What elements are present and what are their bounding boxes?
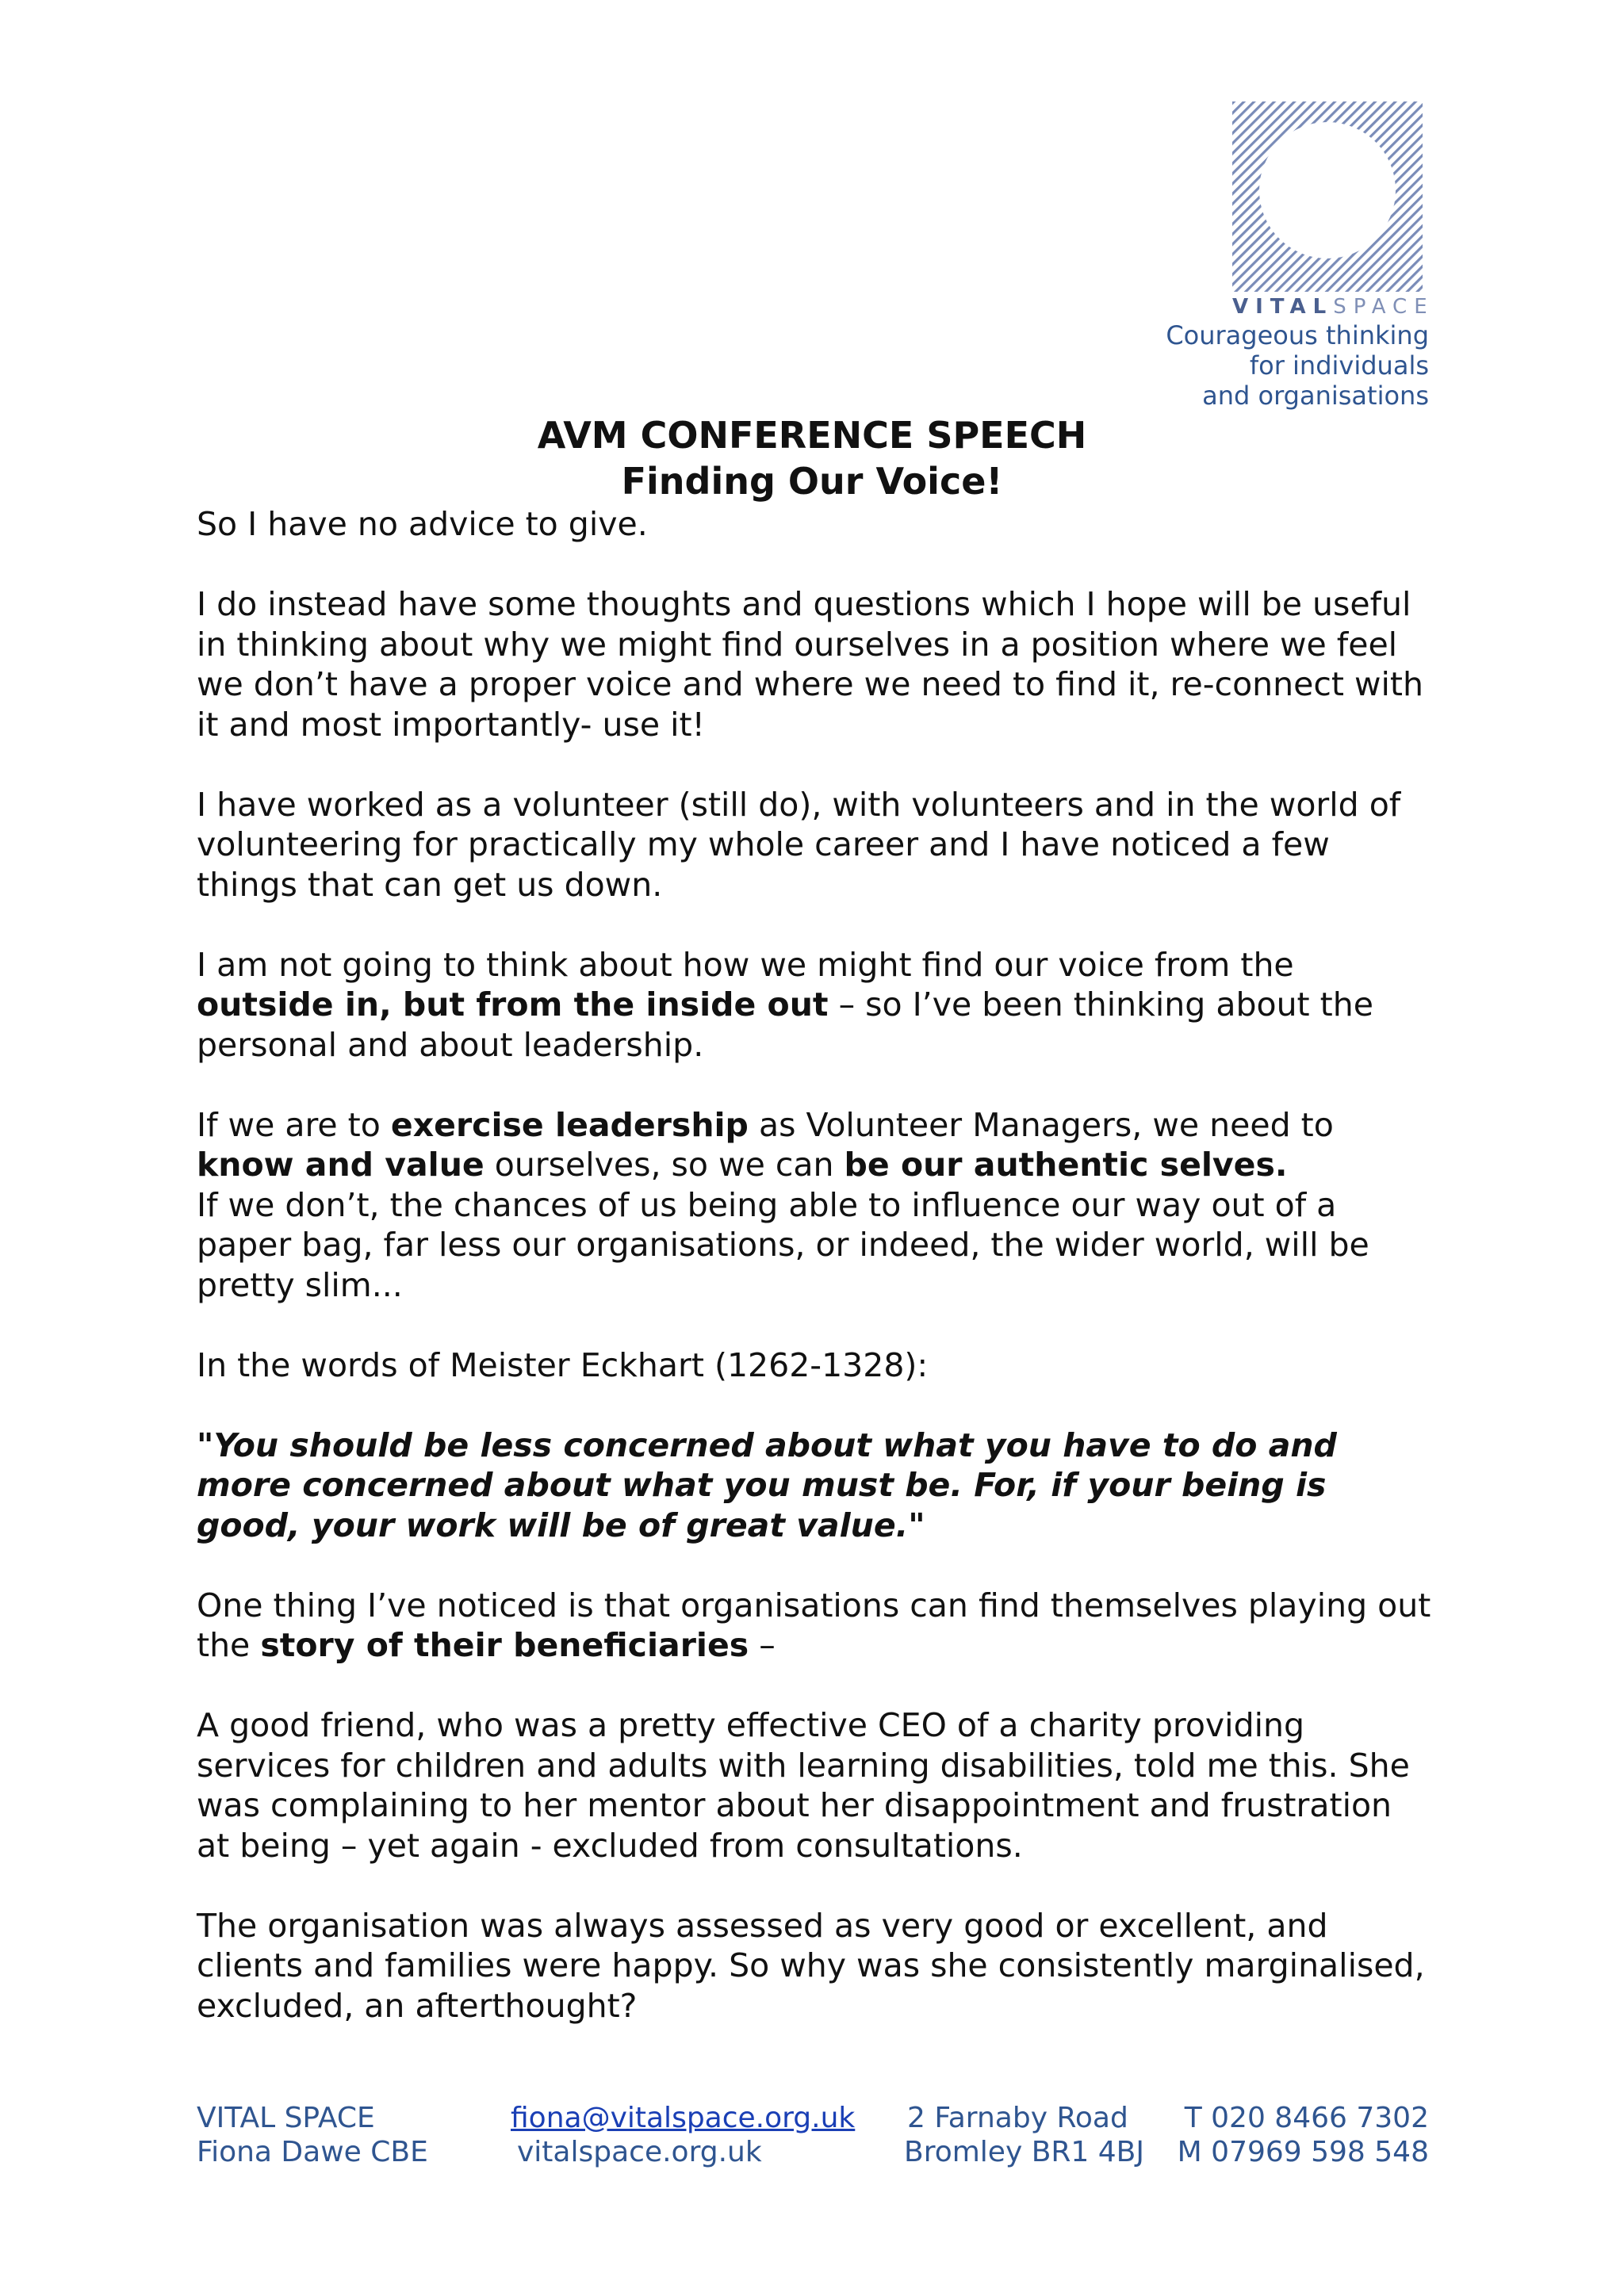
footer-address-line-2: Bromley BR1 4BJ	[904, 2136, 1144, 2168]
logo-wordmark: VITALSPACE	[1232, 295, 1434, 319]
footer-telephone: T 020 8466 7302	[1184, 2102, 1429, 2134]
vital-space-logo-mark	[1232, 101, 1423, 292]
tagline	[1166, 320, 1429, 411]
paragraph-8: One thing I’ve noticed is that organisations can find themselves playing out the story of their beneficiaries –	[197, 1586, 1431, 1664]
emphasis-authentic-selves: be our authentic selves.	[844, 1146, 1288, 1184]
footer-email-link[interactable]: fiona@vitalspace.org.uk	[511, 2102, 856, 2134]
paragraph-3: I have worked as a volunteer (still do), with volunteers and in the world of volunteering for practically my whole career and I have noticed a few things that can get us down.	[197, 785, 1401, 904]
document-title: AVM CONFERENCE SPEECH	[537, 414, 1087, 457]
footer-org-column	[197, 2101, 428, 2169]
emphasis-inside-out: outside in, but from the inside out	[197, 985, 829, 1024]
footer-website: vitalspace.org.uk	[517, 2136, 762, 2168]
tagline-line-3: and organisations	[1202, 381, 1429, 411]
footer-person-name: Fiona Dawe CBE	[197, 2136, 428, 2168]
paragraph-1: So I have no advice to give.	[197, 505, 648, 543]
emphasis-exercise-leadership: exercise leadership	[390, 1105, 749, 1144]
paragraph-4: I am not going to think about how we might find our voice from the outside in, but from the inside out – so I’ve been thinking about the personal and about leadership.	[197, 945, 1373, 1064]
paragraph-9: A good friend, who was a pretty effective CEO of a charity providing services for children and adults with learning disabilities, told me this. She was complaining to her mentor about her disappointment and frustration at being – yet again - excluded from consultations.	[197, 1706, 1410, 1865]
emphasis-know-and-value: know and value	[197, 1146, 485, 1184]
footer-contact-column	[511, 2101, 855, 2169]
footer-mobile: M 07969 598 548	[1177, 2136, 1429, 2168]
speech-body	[197, 504, 1434, 2066]
paragraph-5: If we are to exercise leadership as Volunteer Managers, we need to know and value ourselves, so we can be our authentic selves.	[197, 1105, 1334, 1184]
emphasis-story-of-beneficiaries: story of their beneficiaries	[260, 1626, 749, 1664]
page-footer	[0, 2101, 1624, 2172]
vital-space-logo	[1232, 101, 1434, 319]
footer-org-name: VITAL SPACE	[197, 2102, 375, 2134]
tagline-line-2: for individuals	[1249, 350, 1429, 381]
footer-address-column	[904, 2101, 1144, 2169]
paragraph-10: The organisation was always assessed as very good or excellent, and clients and families were happy. So why was she consistently marginalised, excluded, an afterthought?	[197, 1906, 1425, 2025]
tagline-line-1: Courageous thinking	[1166, 320, 1429, 350]
eckhart-quote: "You should be less concerned about what you have to do and more concerned about what you must be. For, if your being is good, your work will be of great value."	[197, 1425, 1337, 1544]
paragraph-7: In the words of Meister Eckhart (1262-1328):	[197, 1345, 929, 1384]
paragraph-2: I do instead have some thoughts and questions which I hope will be useful in thinking about why we might find ourselves in a position where we feel we don’t have a proper voice and where we need to find it, re-connect with it and most importantly- use it!	[197, 585, 1423, 744]
paragraph-6: If we don’t, the chances of us being able to influence our way out of a paper bag, far less our organisations, or indeed, the wider world, will be pretty slim...	[197, 1185, 1369, 1304]
footer-phone-column	[1178, 2101, 1429, 2169]
document-subtitle: Finding Our Voice!	[621, 460, 1003, 503]
footer-address-line-1: 2 Farnaby Road	[907, 2102, 1128, 2134]
